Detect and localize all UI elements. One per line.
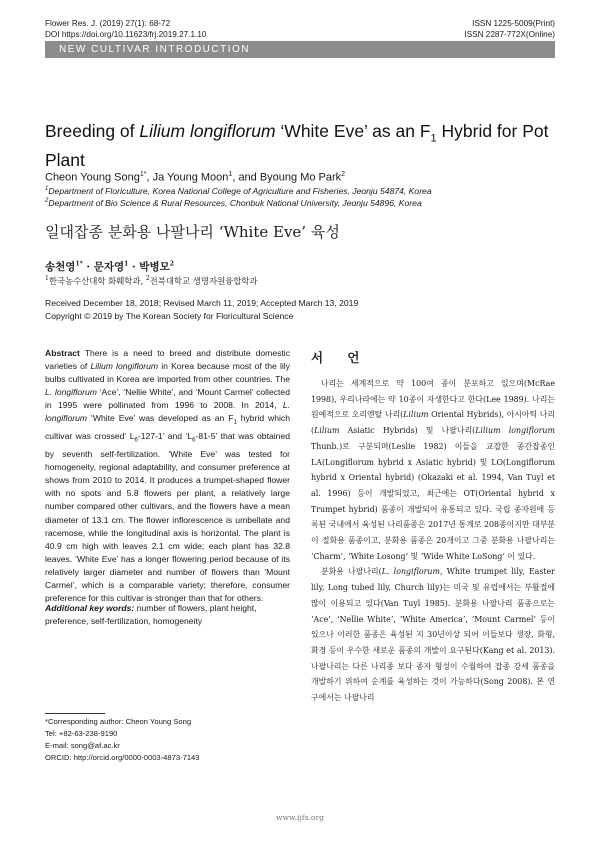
journal-website[interactable]: www.ijfs.org [276,813,324,822]
corresponding-author-note [45,716,200,764]
intro-paragraph: 나리는 세계적으로 약 100여 종이 분포하고 있으며(McRae 1998), 우리나라에는 약 10종이 자생한다고 한다(Lee 1989). 나리는 원예적으로 오리엔탈 나리(Lilium Oriental Hybrids), 아시아틱 나리(Lilium Asiatic Hybrids) 및 나팔나리(Lilium longiflorum Thunb.)로 구분되며(Leslie 1982) 이들을 교잡한 종간잡종인 LA(Longiflorum hybrid x Asiatic hybrid) 및 LO(Longiflorum hybrid x Oriental hybrid) (Okazaki et al. 1994, Van Tuyl et al. 1996) 등이 개발되었고, 최근에는 OT(Oriental hybrid x Trumpet hybrid) 품종이 개발되어 유통되고 있다. 국립 종자원에 등록된 국내에서 육성된 나리품종은 2017년 통계로 208종이지만 대부분이 절화용 품종이고, 분화용 품종은 20개이고 그중 분화용 나팔나리는 ‘Charm’, ‘White Losong’ 및 ‘Wide White LoSong’ 이 있다. [311,379,555,561]
korean-affiliations: $^1$한국농수산대학 화훼학과, $^2$전북대학교 생명자원융합학과 [45,275,258,286]
introduction-body [311,376,555,706]
section-banner: NEW CULTIVAR INTRODUCTION [45,41,555,58]
author-orcid[interactable]: ORCID: http://orcid.org/0000-0003-4873-7143 [45,753,200,763]
issn-print: ISSN 1225-5009(Print) [472,19,555,28]
paper-title: Breeding of Lilium longiflorum ‘White Eve’ as an $F_1$ Hybrid for Pot Plant [45,121,549,170]
korean-authors: 송천영$^{1*}$ · 문자영$^1$ · 박병모$^2$ [45,260,174,273]
corresponding-author: *Corresponding author: Cheon Young Song [45,717,192,726]
issn-block [464,18,555,40]
journal-volume: Flower Res. J. (2019) 27(1): 68-72 [45,19,171,28]
journal-citation [45,18,206,40]
footnote-divider [45,713,105,714]
issn-online: ISSN 2287-772X(Online) [464,30,555,39]
author-email[interactable]: E-mail: song@af.ac.kr [45,741,120,751]
affiliation-2: $^2$Department of Bio Science & Rural Resources, Chonbuk National University, Jeonju 54896, Korea [45,197,422,208]
title-species: Lilium longiflorum [139,121,276,141]
introduction-heading: 서 언 [311,350,370,365]
author-list: Cheon Young Song$^{1*}$, Ja Young Moon$^1$, and Byoung Mo Park$^2$ [45,171,346,184]
submission-dates: Received December 18, 2018; Revised March 11, 2019; Accepted March 13, 2019 [45,298,359,308]
affiliation-1: $^1$Department of Floriculture, Korea National College of Agriculture and Fisheries, Jeonju 54874, Korea [45,185,432,196]
intro-paragraph: 분화용 나팔나리(L. longiflorum, White trumpet lily, Easter lily, Long tubed lily, Church lily)는 미국 및 유럽에서는 부활절에 많이 이용되고 있다(Van Tuyl 1985). 분화용 나팔나리 품종으로는 ‘Ace’, ‘Nellie White’, ‘White America’, ‘Mount Carmel’ 등이 있으나 이러한 품종은 육성된 지 30년이상 되어 이들보다 생장, 화형, 화경 등이 우수한 새로운 품종의 개발이 요구된다(Kang et al. 2013). 나팔나리는 다른 나리종 보다 종자 형성이 수월하여 잡종 강세 품종을 개발하기 위하여 순계를 육성하는 것이 가능하다(Song 2008). 본 연구에서는 나팔나리 [311,567,555,703]
abstract-label: Abstract [45,348,80,358]
keywords-label: Additional key words: [45,603,135,613]
keywords: Additional key words: number of flowers, plant height, preference, self-fertilization, homogeneity [45,603,257,627]
korean-title: 일대잡종 분화용 나팔나리 ‘White Eve’ 육성 [45,223,340,241]
author-phone: Tel: +82-63-238-9190 [45,729,118,739]
doi-link[interactable]: DOI https://doi.org/10.11623/frj.2019.27.1.10 [45,30,207,39]
abstract: Abstract There is a need to breed and distribute domestic varieties of Lilium longiflorum in Korea because most of the lily bulbs cultivated in Korea are imported from other countries. The L. longiflorum ‘Ace’, ‘Nellie White’, and ‘Mount Carmel’ collected in 1995 were pollinated from 1996 to 2008. In 2014, L. longiflorum ‘White Eve’ was developed as an $F_1$ hybrid which cultivar was crossed‘ $L_6-127-1$’ and ‘$L_6-81-5$’ that was obtained by seventh self-fertilization. ‘White Eve’ was tested for homogeneity, regional adaptability, and consumer preference at shows from 2010 to 2014. It produces a trumpet-shaped flower with no spots and 5.8 flowers per plant, a relatively large number compared other cultivars, and the flowers have a mean diameter of 13.1 cm. The flower inflorescence is umbellate and racemose, while the longitudinal axis is horizontal. The plant is 40.9 cm high with leaves 2.1 cm wide; each plant has 32.8 leaves. ‘White Eve’ has a longer flowering period because of its relatively larger diameter and number of flowers than ‘Mount Carmel’, which is a comparable variety; therefore, consumer preference for this cultivar is stronger than that for others. [45,348,291,604]
copyright-line: Copyright © 2019 by The Korean Society for Floricultural Science [45,311,294,321]
